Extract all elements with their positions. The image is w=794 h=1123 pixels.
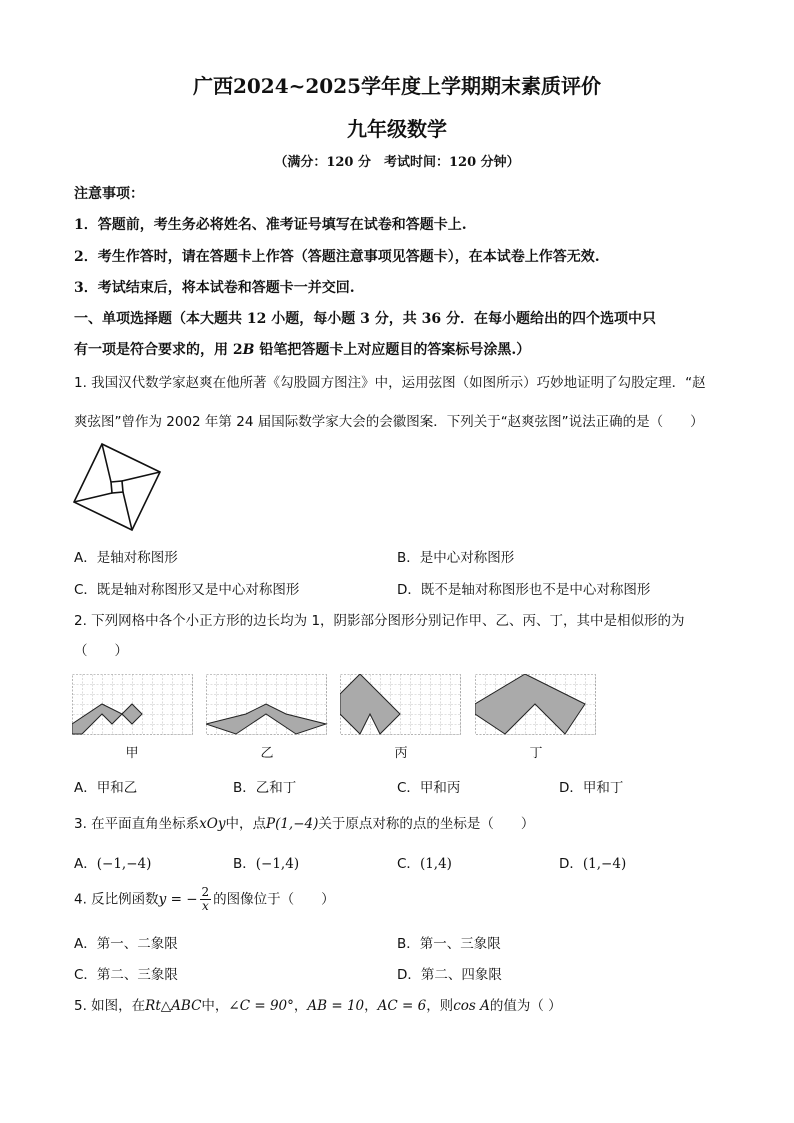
- q3-text: 3. 在平面直角坐标系xOy中，点P(1,−4)关于原点对称的点的坐标是（ ）: [74, 816, 535, 832]
- label-yi: 乙: [260, 746, 274, 761]
- exam-title: 广西2024~2025学年度上学期期末素质评价: [192, 74, 602, 98]
- q4-option-d[interactable]: D．第二、四象限: [397, 967, 502, 983]
- label-ding: 丁: [529, 746, 543, 761]
- q1-option-c[interactable]: C．既是轴对称图形又是中心对称图形: [74, 582, 300, 598]
- q4-option-a[interactable]: A．第一、二象限: [74, 936, 178, 952]
- note-item-1: 1．答题前，考生务必将姓名、准考证号填写在试卷和答题卡上.: [74, 217, 467, 233]
- inner-square: [111, 481, 123, 493]
- q4-option-b[interactable]: B．第一、三象限: [397, 936, 501, 952]
- q1-text-line1: 1. 我国汉代数学家赵爽在他所著《勾股圆方图注》中，运用弦图（如图所示）巧妙地证明了勾股定理．“赵: [74, 375, 706, 391]
- subject-title: 九年级数学: [347, 117, 447, 141]
- grid-jia: [72, 674, 194, 736]
- q3-option-b[interactable]: B．(−1,4): [233, 856, 300, 872]
- grid-ding: [475, 674, 597, 736]
- q2-option-b[interactable]: B．乙和丁: [233, 780, 297, 796]
- q1-option-a[interactable]: A．是轴对称图形: [74, 550, 178, 566]
- q3-option-a[interactable]: A．(−1,−4): [74, 856, 152, 872]
- q5-text: 5. 如图，在Rt△ABC中，∠C = 90°，AB = 10，AC = 6，则cos A的值为（ ）: [74, 998, 562, 1014]
- label-bing: 丙: [394, 746, 408, 761]
- note-item-3: 3．考试结束后，将本试卷和答题卡一并交回.: [74, 280, 355, 296]
- inner-line-3: [123, 492, 132, 530]
- q4-option-c[interactable]: C．第二、三象限: [74, 967, 178, 983]
- note-item-2: 2．考生作答时，请在答题卡上作答（答题注意事项见答题卡），在本试卷上作答无效.: [74, 249, 600, 265]
- q1-option-d[interactable]: D．既不是轴对称图形也不是中心对称图形: [397, 582, 651, 598]
- notes-heading: 注意事项：: [74, 186, 144, 202]
- zhao-shuang-diagram: [72, 442, 162, 532]
- q2-option-c[interactable]: C．甲和丙: [397, 780, 461, 796]
- exam-info: （满分：120 分 考试时间：120 分钟）: [274, 155, 520, 170]
- grid-bing: [340, 674, 462, 736]
- q4-fraction: $\frac{2}{x}$: [201, 885, 210, 913]
- q2-option-d[interactable]: D．甲和丁: [559, 780, 624, 796]
- q2-text-line2: （ ）: [74, 643, 128, 659]
- q2-text-line1: 2. 下列网格中各个小正方形的边长均为 1，阴影部分图形分别记作甲、乙、丙、丁，其中是相似形的为: [74, 613, 685, 629]
- section-heading-line2: 有一项是符合要求的，用 2B 铅笔把答题卡上对应题目的答案标号涂黑.）: [74, 342, 531, 358]
- inner-line-1: [102, 444, 111, 482]
- inner-line-4: [74, 493, 112, 502]
- q3-option-d[interactable]: D．(1,−4): [559, 856, 627, 872]
- q2-option-a[interactable]: A．甲和乙: [74, 780, 138, 796]
- grid-yi: [206, 674, 328, 736]
- q1-text-line2: 爽弦图”曾作为 2002 年第 24 届国际数学家大会的会徽图案．下列关于“赵爽弦图”说法正确的是（ ）: [74, 414, 704, 430]
- q3-option-c[interactable]: C．(1,4): [397, 856, 452, 872]
- label-jia: 甲: [125, 746, 139, 761]
- inner-line-2: [122, 472, 160, 481]
- q4-text: 4. 反比例函数y = − $\frac{2}{x}$ 的图像位于（ ）: [74, 885, 335, 913]
- outer-square: [74, 444, 160, 530]
- section-heading-line1: 一、单项选择题（本大题共 12 小题，每小题 3 分，共 36 分．在每小题给出的四个选项中只: [74, 311, 656, 327]
- q1-option-b[interactable]: B．是中心对称图形: [397, 550, 515, 566]
